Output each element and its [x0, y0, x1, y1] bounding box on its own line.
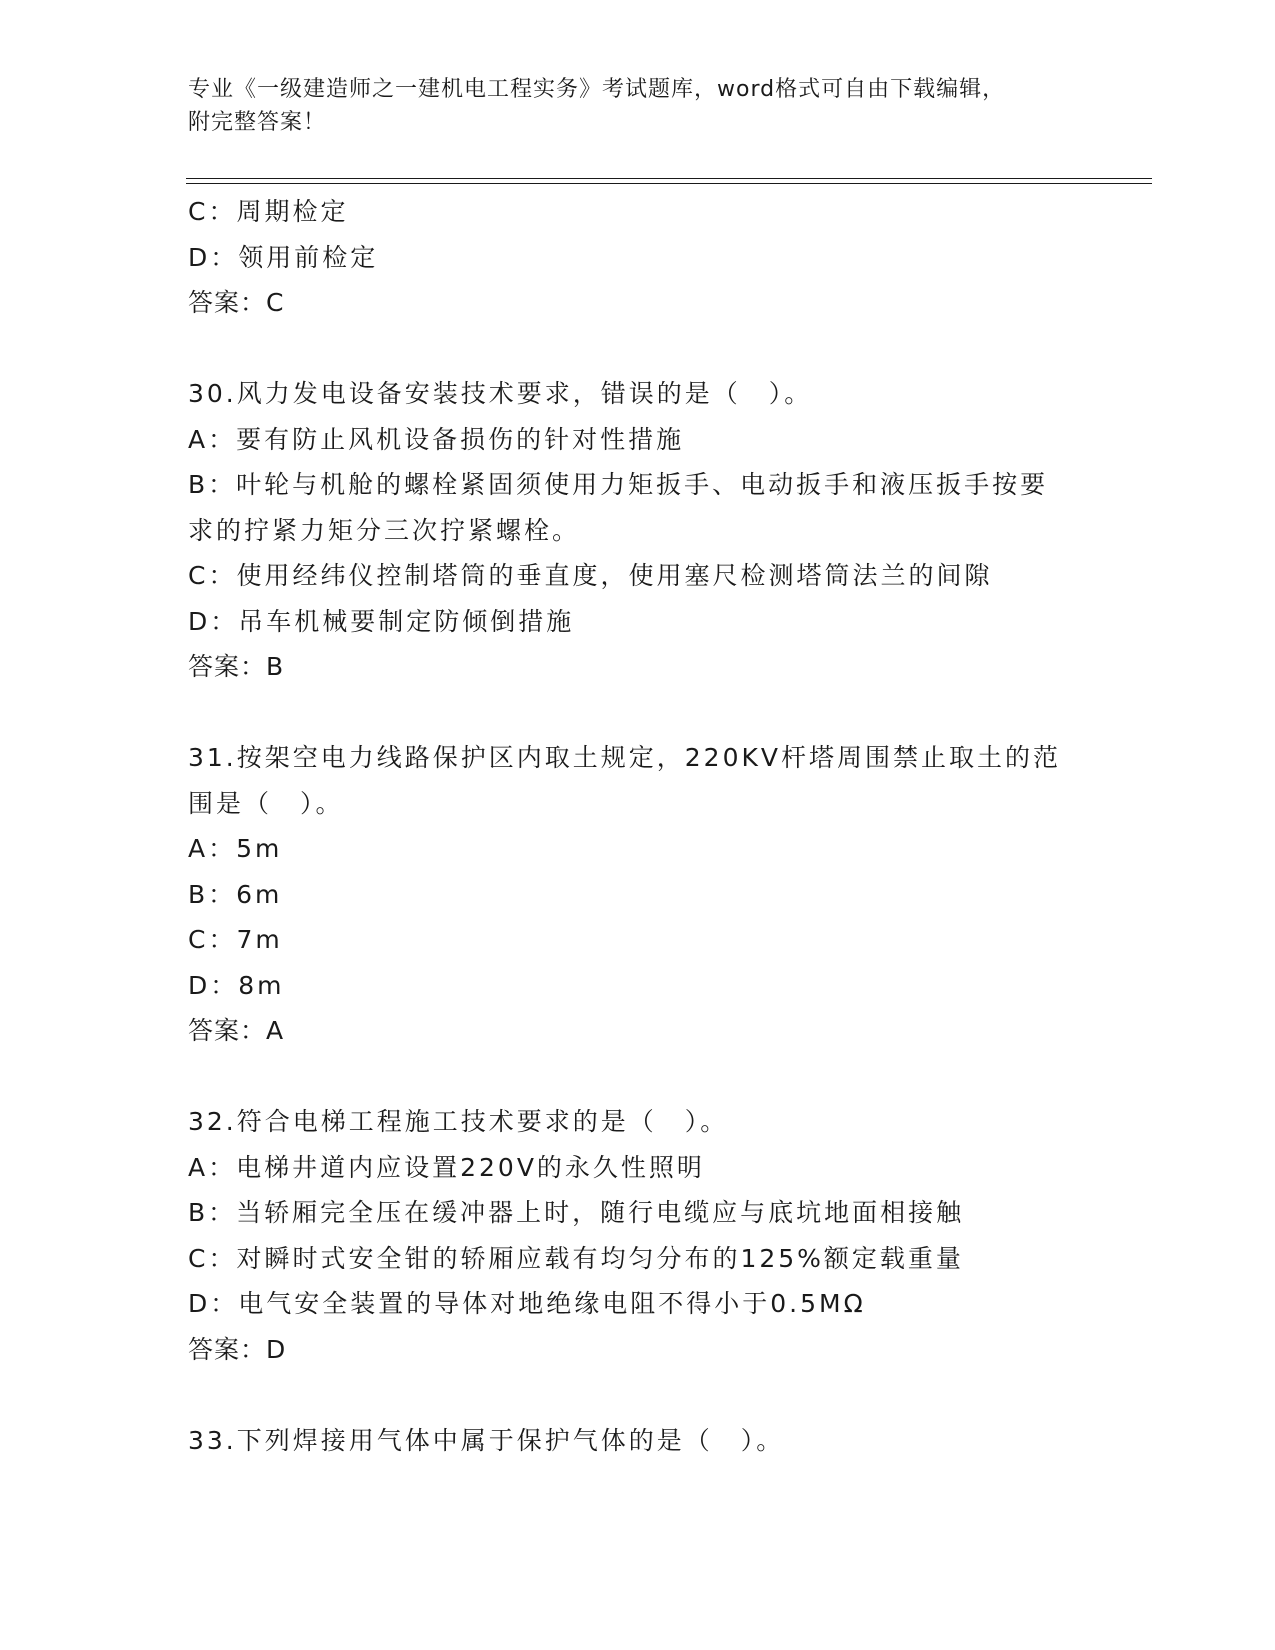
option-b-line-2: 求的拧紧力矩分三次拧紧螺栓。	[188, 515, 581, 545]
option-d: D：8m	[188, 970, 285, 1000]
option-d: D：电气安全装置的导体对地绝缘电阻不得小于0.5MΩ	[188, 1289, 866, 1318]
question-29	[188, 189, 1088, 326]
spacer	[188, 1372, 1088, 1418]
question-stem: 33.下列焊接用气体中属于保护气体的是（ ）。	[188, 1425, 785, 1455]
option-a: A：要有防止风机设备损伤的针对性措施	[188, 424, 685, 454]
spacer	[188, 1054, 1088, 1100]
option-b: B：当轿厢完全压在缓冲器上时，随行电缆应与底坑地面相接触	[188, 1198, 965, 1227]
option-a: A：电梯井道内应设置220V的永久性照明	[188, 1152, 705, 1182]
header-rule-bottom	[186, 183, 1152, 184]
header-rule-top	[186, 178, 1152, 179]
spacer	[188, 326, 1088, 372]
question-stem-line-1: 31.按架空电力线路保护区内取土规定，220KV杆塔周围禁止取土的范	[188, 743, 1061, 772]
question-31	[188, 735, 1088, 1054]
question-stem-line-2: 围是（ ）。	[188, 788, 344, 818]
answer: 答案：A	[188, 1016, 285, 1045]
spacer	[188, 690, 1088, 736]
question-stem: 32.符合电梯工程施工技术要求的是（ ）。	[188, 1107, 729, 1136]
question-33	[188, 1418, 1088, 1464]
option-d: D：领用前检定	[188, 242, 379, 272]
option-c: C：周期检定	[188, 197, 349, 226]
answer: 答案：C	[188, 288, 285, 317]
option-b: B：6m	[188, 879, 283, 909]
question-30	[188, 371, 1088, 690]
header-line-2: 附完整答案！	[188, 110, 327, 135]
answer: 答案：B	[188, 652, 285, 681]
option-d: D：吊车机械要制定防倾倒措施	[188, 606, 575, 636]
answer: 答案：D	[188, 1334, 287, 1364]
option-a: A：5m	[188, 834, 283, 863]
option-c: C：7m	[188, 925, 283, 954]
option-c: C：对瞬时式安全钳的轿厢应载有均匀分布的125%额定载重量	[188, 1243, 964, 1273]
option-c: C：使用经纬仪控制塔筒的垂直度，使用塞尺检测塔筒法兰的间隙	[188, 561, 993, 590]
question-stem: 30.风力发电设备安装技术要求，错误的是（ ）。	[188, 379, 813, 408]
header-line-1: 专业《一级建造师之一建机电工程实务》考试题库，word格式可自由下载编辑，	[188, 77, 1006, 102]
question-32	[188, 1099, 1088, 1372]
document-header	[188, 73, 1088, 139]
option-b-line-1: B：叶轮与机舱的螺栓紧固须使用力矩扳手、电动扳手和液压扳手按要	[188, 470, 1049, 499]
question-list	[188, 189, 1088, 1463]
